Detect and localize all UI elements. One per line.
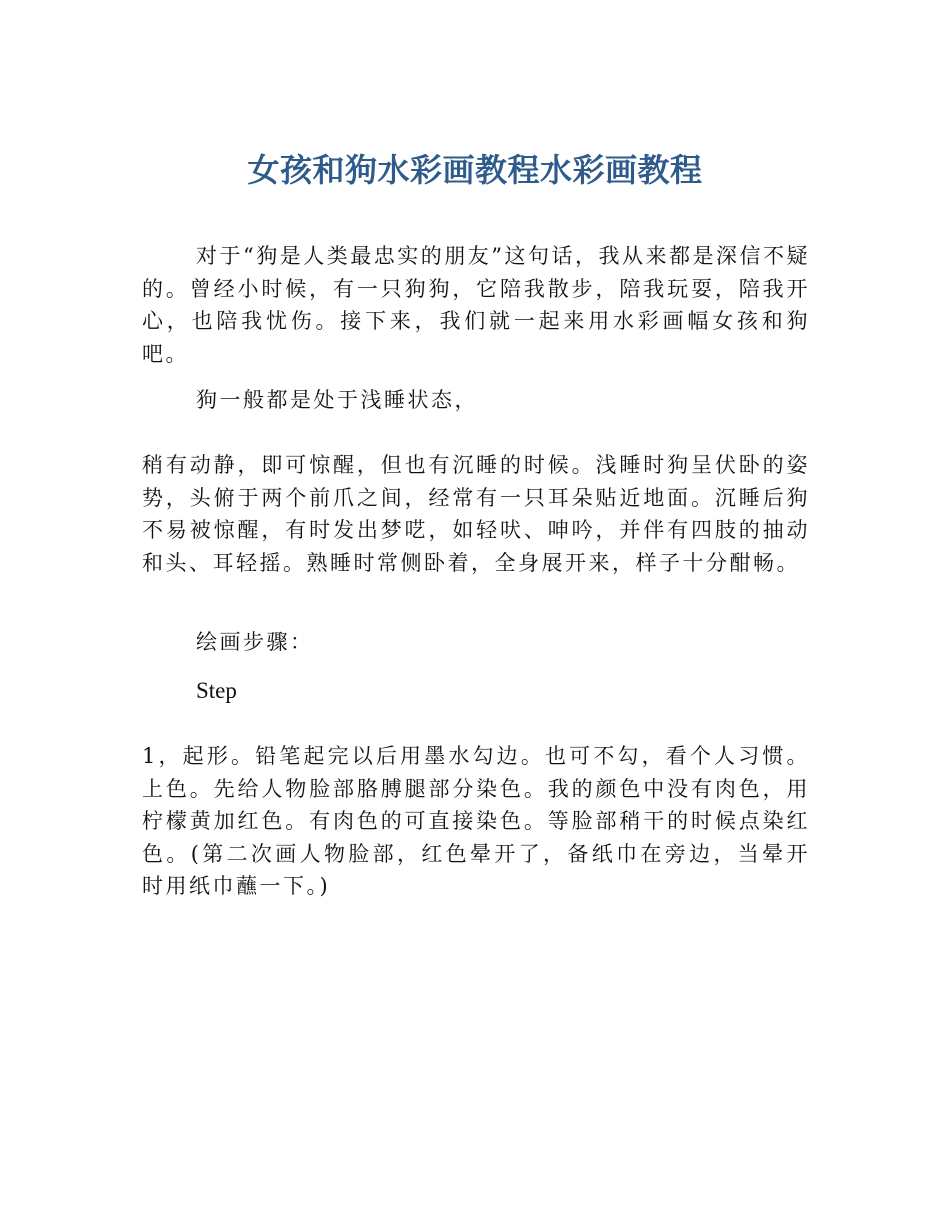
paragraph-step-one: 1，起形。铅笔起完以后用墨水勾边。也可不勾，看个人习惯。上色。先给人物脸部胳膊腿部分染色。我的颜色中没有肉色，用柠檬黄加红色。有肉色的可直接染色。等脸部稍干的时候点染红色。(第二次画人物脸部，红色晕开了，备纸巾在旁边，当晕开时用纸巾蘸一下。) (142, 744, 810, 898)
paragraph-intro: 对于“狗是人类最忠实的朋友”这句话，我从来都是深信不疑的。曾经小时候，有一只狗狗，它陪我散步，陪我玩耍，陪我开心，也陪我忧伤。接下来，我们就一起来用水彩画幅女孩和狗吧。 (142, 244, 810, 366)
paragraph-sleep-state: 狗一般都是处于浅睡状态， (196, 388, 478, 412)
document-title: 女孩和狗水彩画教程水彩画教程 (247, 151, 703, 189)
paragraph-sleep-details: 稍有动静，即可惊醒，但也有沉睡的时候。浅睡时狗呈伏卧的姿势，头俯于两个前爪之间，经常有一只耳朵贴近地面。沉睡后狗不易被惊醒，有时发出梦呓，如轻吠、呻吟，并伴有四肢的抽动和头、耳轻摇。熟睡时常侧卧着，全身展开来，样子十分酣畅。 (142, 453, 810, 575)
paragraph-step-label: Step (196, 678, 237, 703)
paragraph-steps-heading: 绘画步骤： (196, 630, 314, 654)
